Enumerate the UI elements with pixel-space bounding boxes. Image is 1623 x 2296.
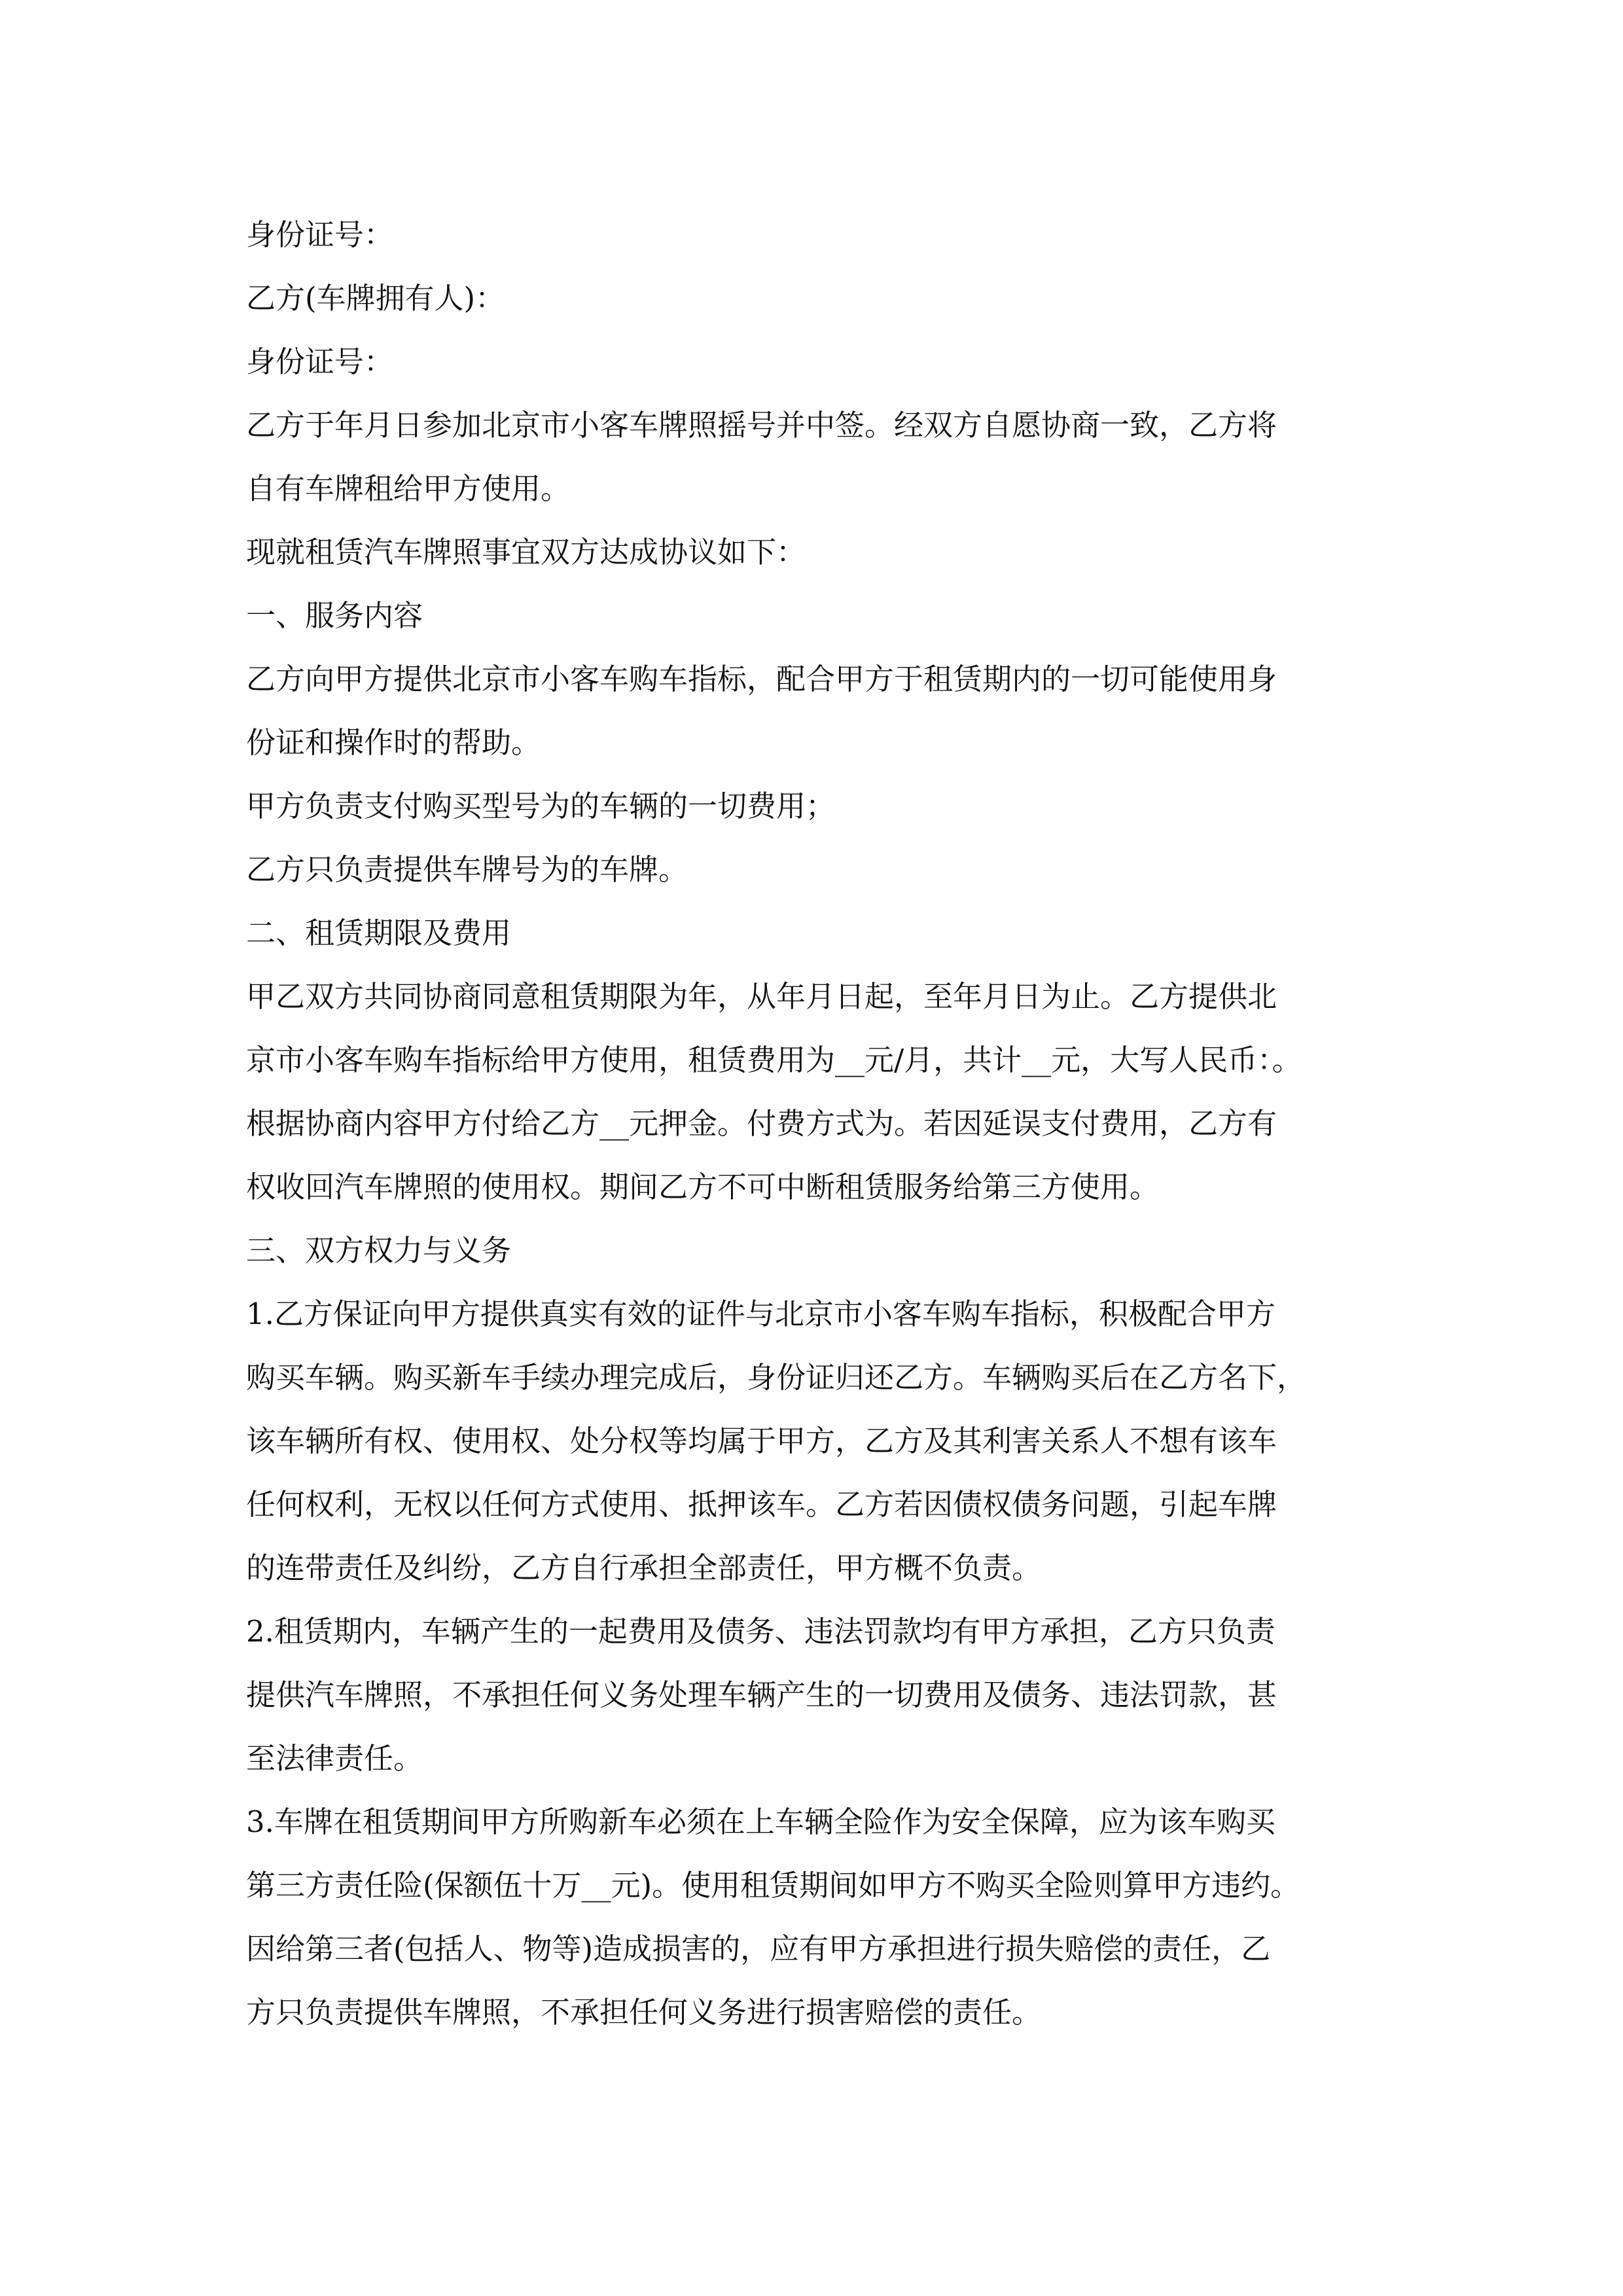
text-line: 甲乙双方共同协商同意租赁期限为年，从年月日起，至年月日为止。乙方提供北 bbox=[246, 979, 1277, 1014]
text-line: 自有车牌租给甲方使用。 bbox=[246, 471, 571, 506]
text-line: 根据协商内容甲方付给乙方__元押金。付费方式为。若因延误支付费用，乙方有 bbox=[246, 1106, 1277, 1141]
text-line: 第三方责任险(保额伍十万__元)。使用租赁期间如甲方不购买全险则算甲方违约。 bbox=[246, 1868, 1300, 1903]
text-line: 现就租赁汽车牌照事宜双方达成协议如下： bbox=[246, 535, 806, 569]
text-line: 京市小客车购车指标给甲方使用，租赁费用为__元/月，共计__元，大写人民币：。 bbox=[246, 1043, 1302, 1077]
text-line: 甲方负责支付购买型号为的车辆的一切费用； bbox=[246, 789, 836, 823]
text-line: 因给第三者(包括人、物等)造成损害的，应有甲方承担进行损失赔偿的责任，乙 bbox=[246, 1931, 1271, 1966]
text-line: 乙方(车牌拥有人)： bbox=[246, 281, 505, 315]
text-line: 3.车牌在租赁期间甲方所购新车必须在上车辆全险作为安全保障，应为该车购买 bbox=[246, 1804, 1275, 1839]
text-line: 乙方于年月日参加北京市小客车牌照摇号并中签。经双方自愿协商一致，乙方将 bbox=[246, 408, 1277, 442]
text-line: 1.乙方保证向甲方提供真实有效的证件与北京市小客车购车指标，积极配合甲方 bbox=[246, 1297, 1275, 1331]
text-line: 2.租赁期内，车辆产生的一起费用及债务、违法罚款均有甲方承担，乙方只负责 bbox=[246, 1614, 1275, 1649]
text-line: 该车辆所有权、使用权、处分权等均属于甲方，乙方及其利害关系人不想有该车 bbox=[246, 1424, 1277, 1458]
text-line: 至法律责任。 bbox=[246, 1741, 423, 1776]
text-line: 身份证号： bbox=[246, 217, 394, 252]
document-body bbox=[246, 203, 1398, 2044]
text-line: 提供汽车牌照，不承担任何义务处理车辆产生的一切费用及债务、违法罚款，甚 bbox=[246, 1677, 1277, 1712]
text-line: 乙方向甲方提供北京市小客车购车指标，配合甲方于租赁期内的一切可能使用身 bbox=[246, 662, 1277, 696]
section-heading: 一、服务内容 bbox=[246, 598, 423, 633]
text-line: 方只负责提供车牌照，不承担任何义务进行损害赔偿的责任。 bbox=[246, 1995, 1042, 2030]
text-line: 权收回汽车牌照的使用权。期间乙方不可中断租赁服务给第三方使用。 bbox=[246, 1170, 1160, 1204]
text-line: 购买车辆。购买新车手续办理完成后，身份证归还乙方。车辆购买后在乙方名下， bbox=[246, 1360, 1307, 1395]
section-heading: 三、双方权力与义务 bbox=[246, 1233, 512, 1268]
text-line: 乙方只负责提供车牌号为的车牌。 bbox=[246, 852, 688, 887]
text-line: 身份证号： bbox=[246, 344, 394, 379]
text-line: 的连带责任及纠纷，乙方自行承担全部责任，甲方概不负责。 bbox=[246, 1551, 1042, 1585]
section-heading: 二、租赁期限及费用 bbox=[246, 916, 512, 950]
text-line: 任何权利，无权以任何方式使用、抵押该车。乙方若因债权债务问题，引起车牌 bbox=[246, 1487, 1277, 1522]
text-line: 份证和操作时的帮助。 bbox=[246, 725, 541, 760]
